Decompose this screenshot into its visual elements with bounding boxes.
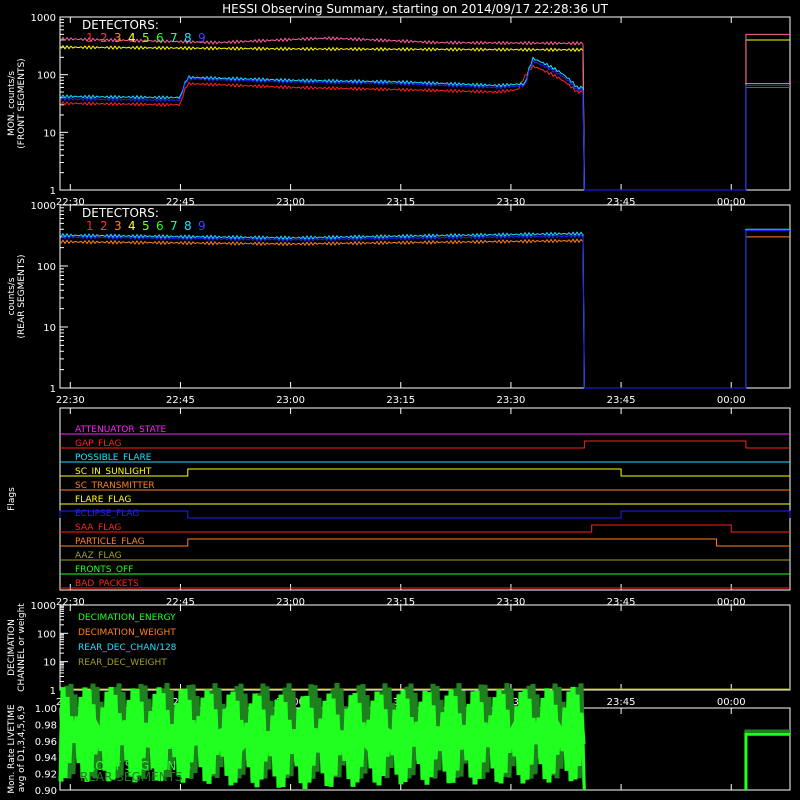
livetime-legend-front: FRONT SEGMENTS bbox=[80, 759, 192, 773]
x-tick-label: 23:45 bbox=[606, 395, 636, 406]
x-tick-label: 22:45 bbox=[166, 597, 195, 608]
legend-detector-label: 5 bbox=[142, 31, 150, 45]
x-tick-label: 22:45 bbox=[166, 697, 195, 708]
x-tick-label: 00:00 bbox=[716, 597, 746, 608]
legend-detector-label: 2 bbox=[100, 219, 108, 233]
x-tick-label: 23:30 bbox=[496, 197, 526, 208]
flag-label: POSSIBLE_FLARE bbox=[75, 453, 152, 463]
x-tick-label: 23:45 bbox=[606, 697, 636, 708]
x-tick-label: 23:30 bbox=[496, 697, 526, 708]
y-tick-label: 1 bbox=[49, 384, 56, 395]
y-axis-label: avg of D1,3,4,5,6,9 bbox=[17, 705, 27, 793]
legend-detector-label: 9 bbox=[198, 31, 206, 45]
flag-label: FRONTS_OFF bbox=[75, 565, 134, 575]
x-tick-label: 23:00 bbox=[276, 597, 306, 608]
y-tick-label: 1.00 bbox=[34, 704, 57, 715]
series-line-after-gap bbox=[583, 231, 790, 388]
y-tick-label: 1 bbox=[49, 186, 56, 197]
flag-line bbox=[60, 469, 790, 476]
series-line-after-gap bbox=[583, 34, 790, 190]
legend-title: DETECTORS: bbox=[82, 18, 159, 32]
y-tick-label: 0.94 bbox=[34, 753, 57, 765]
x-tick-label: 23:45 bbox=[606, 197, 636, 208]
x-tick-label: 22:30 bbox=[55, 697, 85, 708]
x-tick-label: 22:45 bbox=[166, 197, 195, 208]
panel-frame bbox=[60, 408, 790, 590]
y-tick-label: 1000 bbox=[30, 201, 56, 212]
x-tick-label: 23:00 bbox=[276, 697, 306, 708]
y-tick-label: 100 bbox=[36, 70, 56, 82]
legend-detector-label: 1 bbox=[86, 31, 94, 45]
flag-label: BAD_PACKETS bbox=[75, 579, 139, 589]
legend-detector-label: 7 bbox=[170, 219, 178, 233]
series-line-after-gap bbox=[583, 40, 790, 190]
y-axis-label: (REAR SEGMENTS) bbox=[17, 254, 27, 339]
series-line-after-gap bbox=[583, 229, 790, 388]
series-line-after-gap bbox=[583, 84, 790, 190]
flag-line bbox=[60, 539, 790, 546]
x-tick-label: 23:15 bbox=[386, 395, 416, 406]
legend-detector-label: 8 bbox=[184, 219, 192, 233]
chart-layer bbox=[7, 13, 790, 797]
legend-detector-label: 5 bbox=[142, 219, 150, 233]
y-tick-label: 10 bbox=[43, 323, 56, 334]
legend-detector-label: 1 bbox=[86, 219, 94, 233]
y-tick-label: 1000 bbox=[30, 13, 56, 24]
flag-label: SAA_FLAG bbox=[75, 523, 122, 533]
y-tick-label: 100 bbox=[36, 262, 56, 273]
x-tick-label: 23:30 bbox=[496, 597, 526, 608]
legend-detector-label: 2 bbox=[100, 31, 108, 45]
livetime-after-gap bbox=[583, 734, 790, 790]
x-tick-label: 23:15 bbox=[386, 597, 416, 608]
legend-detector-label: 4 bbox=[128, 219, 136, 233]
y-axis-label: Mon. Rate LIVETIME bbox=[7, 704, 17, 794]
flag-label: SC_IN_SUNLIGHT bbox=[75, 467, 152, 477]
flag-label: GAP_FLAG bbox=[75, 439, 122, 449]
legend-title: DETECTORS: bbox=[82, 206, 159, 220]
flag-line bbox=[60, 511, 790, 518]
x-tick-label: 00:00 bbox=[716, 697, 746, 708]
y-axis-label: MON. counts/s bbox=[7, 70, 17, 137]
x-tick-label: 00:00 bbox=[716, 197, 746, 208]
x-tick-label: 22:30 bbox=[55, 597, 85, 608]
x-tick-label: 00:00 bbox=[716, 395, 746, 406]
legend-detector-label: 4 bbox=[128, 31, 136, 45]
y-tick-label: 10 bbox=[43, 657, 56, 669]
y-tick-label: 1 bbox=[49, 686, 56, 697]
legend-detector-label: 3 bbox=[114, 31, 122, 45]
y-axis-label: Flags bbox=[7, 487, 17, 511]
livetime-legend-rear: REAR SEGMENTS bbox=[80, 770, 183, 784]
x-tick-label: 23:30 bbox=[496, 395, 526, 406]
y-tick-label: 0.90 bbox=[34, 786, 57, 797]
series-line-after-gap bbox=[583, 237, 790, 388]
flag-line bbox=[60, 441, 790, 448]
legend-detector-label: 6 bbox=[156, 219, 164, 233]
flag-label: SC_TRANSMITTER bbox=[75, 481, 155, 491]
y-tick-label: 0.96 bbox=[34, 736, 57, 748]
legend-detector-label: 3 bbox=[114, 219, 122, 233]
y-axis-label: DECIMATION bbox=[7, 619, 17, 676]
legend-detector-label: 9 bbox=[198, 219, 206, 233]
legend-detector-label: 6 bbox=[156, 31, 164, 45]
flag-label: PARTICLE_FLAG bbox=[75, 537, 145, 547]
x-tick-label: 23:45 bbox=[606, 597, 636, 608]
flag-label: ECLIPSE_FLAG bbox=[75, 509, 140, 519]
flag-label: ATTENUATOR_STATE bbox=[75, 425, 167, 435]
x-tick-label: 23:15 bbox=[386, 197, 416, 208]
x-tick-label: 22:30 bbox=[55, 395, 85, 406]
decimation-legend: REAR_DEC_WEIGHT bbox=[78, 658, 167, 668]
series-line bbox=[61, 37, 583, 45]
flag-line bbox=[60, 525, 790, 532]
legend-detector-label: 7 bbox=[170, 31, 178, 45]
series-line-after-gap bbox=[583, 85, 790, 190]
y-axis-label: (FRONT SEGMENTS) bbox=[17, 58, 27, 149]
decimation-legend: DECIMATION_WEIGHT bbox=[78, 628, 176, 638]
y-tick-label: 10 bbox=[43, 128, 56, 140]
series-line-after-gap bbox=[583, 87, 790, 190]
series-line bbox=[61, 239, 583, 245]
legend-detector-label: 8 bbox=[184, 31, 192, 45]
y-axis-label: CHANNEL or weight bbox=[17, 603, 27, 692]
y-tick-label: 1000 bbox=[30, 601, 56, 612]
x-tick-label: 23:15 bbox=[386, 697, 416, 708]
flag-label: FLARE_FLAG bbox=[75, 495, 132, 505]
series-line bbox=[61, 46, 583, 52]
decimation-legend: REAR_DEC_CHAN/128 bbox=[78, 643, 177, 653]
y-tick-label: 100 bbox=[36, 629, 56, 641]
decimation-legend: DECIMATION_ENERGY bbox=[78, 613, 176, 623]
x-tick-label: 22:45 bbox=[166, 395, 195, 406]
flag-label: AAZ_FLAG bbox=[75, 551, 122, 561]
x-tick-label: 22:30 bbox=[55, 197, 85, 208]
chart-title: HESSI Observing Summary, starting on 2014/09/17 22:28:36 UT bbox=[222, 2, 608, 16]
y-tick-label: 0.92 bbox=[34, 769, 57, 781]
x-tick-label: 23:00 bbox=[276, 197, 306, 208]
livetime-after-gap bbox=[583, 731, 790, 790]
x-tick-label: 23:00 bbox=[276, 395, 306, 406]
y-axis-label: counts/s bbox=[7, 277, 17, 316]
y-tick-label: 0.98 bbox=[34, 720, 57, 732]
